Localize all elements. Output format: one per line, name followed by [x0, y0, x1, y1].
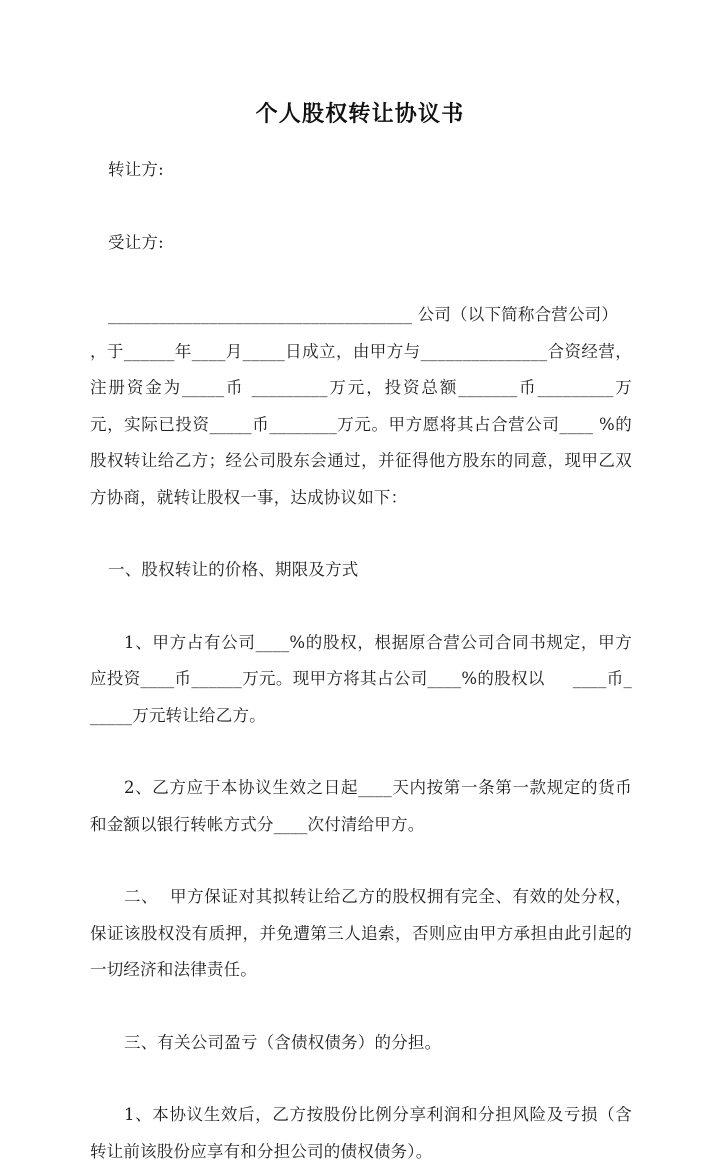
- page-title: 个人股权转让协议书: [255, 102, 465, 127]
- paragraph-section-three-item-one: 1、本协议生效后，乙方按股份比例分享利润和分担风险及亏损（含转让前该股份应享有和分担公司的债权债务）。: [90, 1105, 632, 1161]
- heading-section-three: 三、有关公司盈亏（含债权债务）的分担。: [124, 1032, 442, 1052]
- document-body: [90, 152, 632, 1170]
- paragraph-transferor: 转让方:: [108, 160, 164, 179]
- paragraph-section-one-item-one: 1、甲方占有公司____%的股权，根据原合营公司合同书规定，甲方应投资____币______万元。现甲方将其占公司____%的股权以 ____币______万元转让给乙方。: [90, 632, 632, 725]
- paragraph-preamble-company: ____________________________________ 公司（以下简称合营公司）: [108, 305, 619, 324]
- paragraph-preamble-details: ，于______年____月_____日成立，由甲方与_______________合资经营，注册资金为_____币 _________万元，投资总额_______币_________万元，实际已投资_____币________万元。甲方愿将其占合营公司____ %的股权转让给乙方；经公司股东会通过，并征得他方股东的同意，现甲乙双方协商，就转让股权一事，达成协议如下：: [90, 341, 632, 507]
- paragraph-section-two: 二、 甲方保证对其拟转让给乙方的股权拥有完全、有效的处分权，保证该股权没有质押，并免遭第三人追索，否则应由甲方承担由此引起的一切经济和法律责任。: [90, 887, 632, 979]
- paragraph-transferee: 受让方:: [108, 232, 164, 252]
- heading-section-one: 一、股权转让的价格、期限及方式: [108, 560, 359, 579]
- paragraph-section-one-item-two: 2、乙方应于本协议生效之日起____天内按第一条第一款规定的货币和金额以银行转帐方式分____次付清给甲方。: [90, 778, 632, 834]
